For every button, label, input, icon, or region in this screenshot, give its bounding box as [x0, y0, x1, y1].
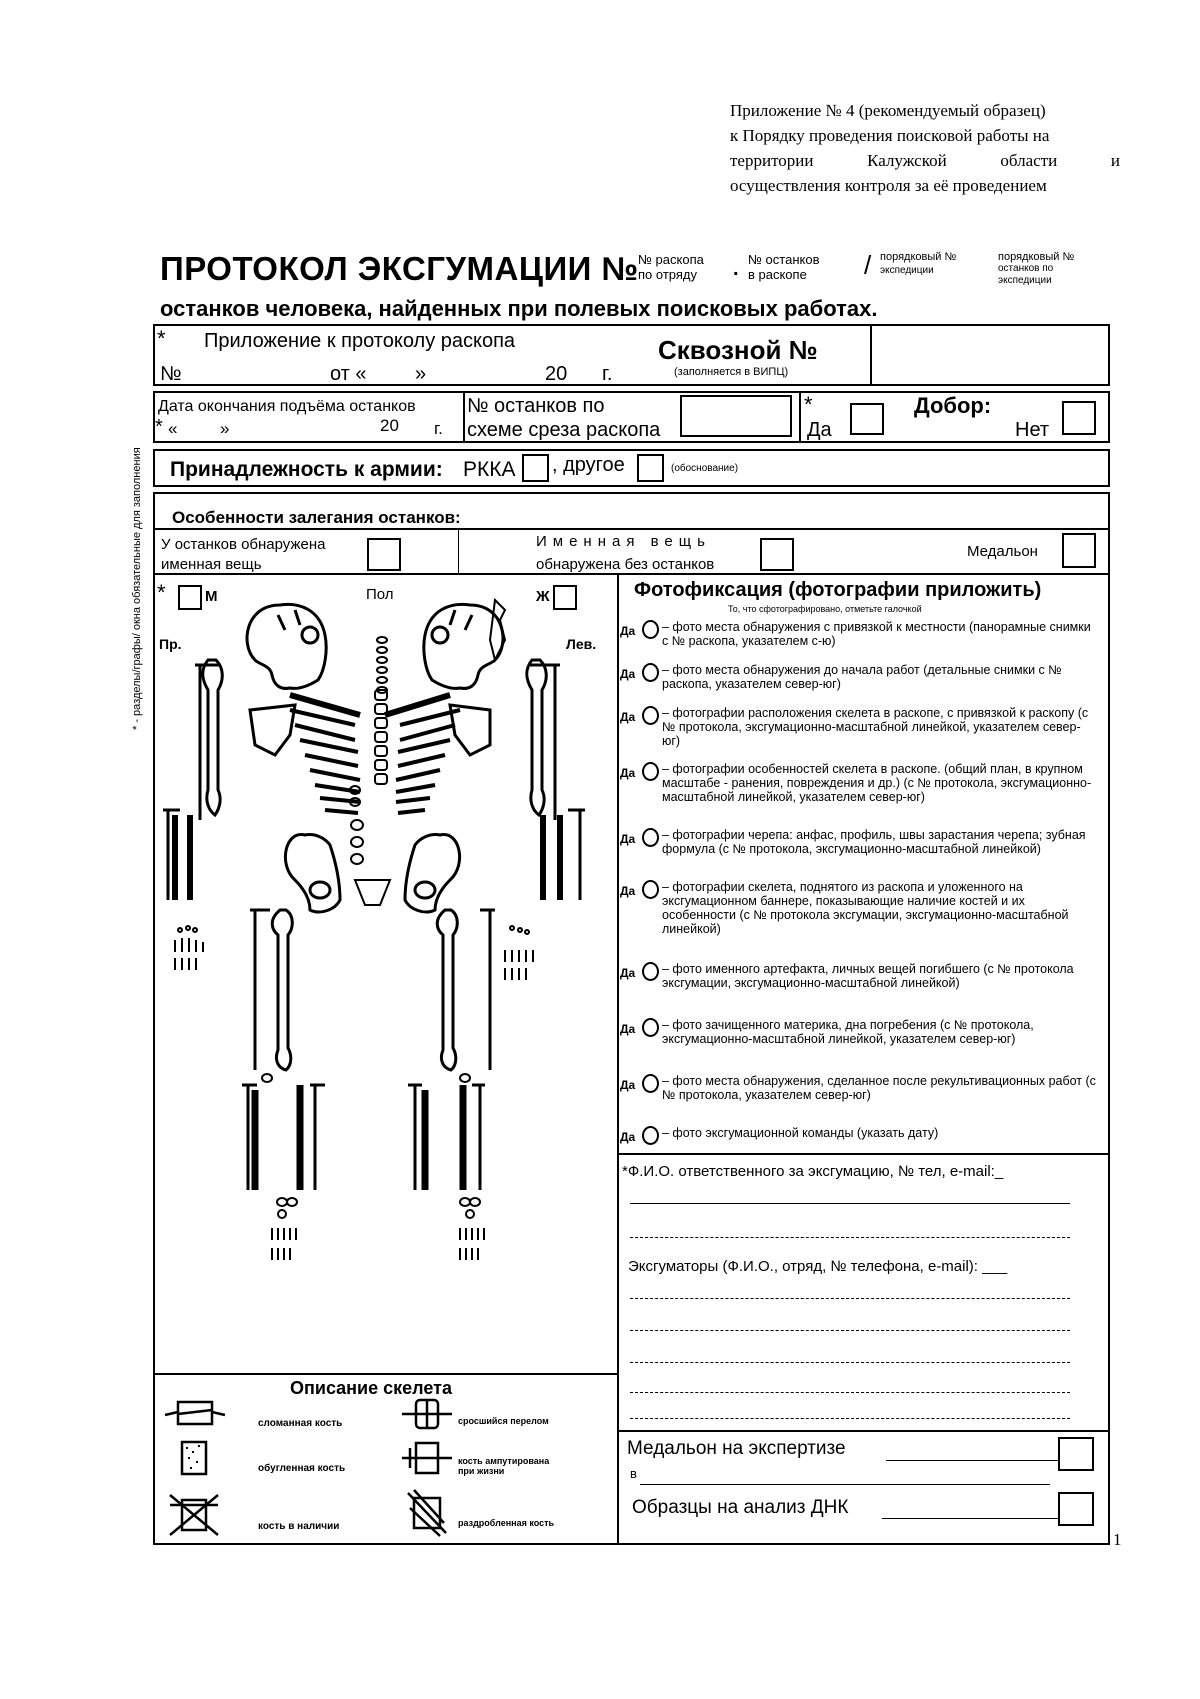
caption-line: № раскопа [638, 252, 704, 267]
legend-icons-right [400, 1398, 460, 1538]
year-prefix: 20 [380, 416, 399, 435]
number-label: № [160, 363, 182, 385]
photo-check-circle[interactable] [642, 620, 659, 639]
amputated-bone-label: кость ампутирована при жизни [458, 1456, 550, 1476]
expertise-location-label: в [630, 1466, 637, 1481]
yes-label: Да [620, 1022, 636, 1036]
exhumators-line[interactable] [630, 1330, 1070, 1331]
separator-dot: . [733, 258, 739, 280]
exhumators-label: Эксгуматоры (Ф.И.О., отряд, № телефона, e-mail): ___ [628, 1258, 1008, 1275]
exhumators-line[interactable] [630, 1418, 1070, 1419]
named-item-without-remains-checkbox[interactable] [760, 538, 794, 571]
skeleton-description-title: Описание скелета [290, 1378, 452, 1398]
photo-check-circle[interactable] [642, 1126, 659, 1145]
burial-features-label: Особенности залегания останков: [172, 508, 461, 527]
rkka-checkbox[interactable] [522, 454, 549, 482]
yes-label: Да [620, 1078, 636, 1092]
yes-label: Да [620, 667, 636, 681]
scheme-number-field[interactable] [680, 395, 792, 437]
dobor-yes-label: Да [807, 419, 832, 441]
dobor-yes-checkbox[interactable] [850, 403, 884, 435]
photo-item-text: – фотографии черепа: анфас, профиль, швы зарастания черепа; зубная формула (с № протокола, эксгумационно-масштабной линейкой) [662, 828, 1086, 856]
healed-fracture-icon [402, 1400, 452, 1428]
medallion-label: Медальон [967, 543, 1038, 560]
scapula-right [250, 705, 295, 755]
other-army-note: (обоснование) [671, 463, 739, 474]
forearm-right [175, 815, 190, 900]
divider [463, 391, 465, 443]
appendix-note [730, 98, 1120, 198]
humerus-left [527, 660, 547, 815]
required-star: * [804, 392, 813, 417]
expedition-no-caption [880, 251, 956, 277]
yes-label: Да [620, 966, 636, 980]
photo-check-circle[interactable] [642, 706, 659, 725]
appendix-line: территории Калужской области и [730, 151, 1120, 170]
pelvis-left [405, 835, 460, 912]
photo-check-circle[interactable] [642, 880, 659, 899]
medallion-expertise-label: Медальон на экспертизе [627, 1438, 846, 1459]
dna-samples-line[interactable] [882, 1518, 1058, 1519]
healed-fracture-label: сросшийся перелом [458, 1416, 549, 1426]
divider [617, 1153, 1110, 1155]
foot-right [272, 1198, 297, 1260]
shin-frame-left [408, 1085, 422, 1190]
date-close-quote: » [220, 419, 230, 438]
crushed-bone-icon [408, 1490, 446, 1536]
photo-check-circle[interactable] [642, 962, 659, 981]
scheme-number-label: схеме среза раскопа [467, 419, 661, 441]
date-open-quote: « [168, 419, 178, 438]
dobor-no-checkbox[interactable] [1062, 401, 1096, 435]
femur-frame-left [480, 910, 495, 1070]
charred-bone-icon [182, 1442, 206, 1474]
yes-label: Да [620, 832, 636, 846]
photo-item-text: – фото эксгумационной команды (указать дату) [662, 1126, 939, 1140]
scapula-side-left [490, 600, 505, 660]
caption-line: экспедиции [998, 275, 1052, 286]
photo-check-circle[interactable] [642, 828, 659, 847]
named-item-without-remains-label: Именная вещь [536, 533, 711, 550]
sex-female-label: Ж [536, 588, 550, 605]
caption-line: порядковый № [880, 251, 957, 263]
separator-slash: / [864, 250, 872, 280]
page-number: 1 [1113, 1530, 1122, 1549]
photo-item-text: – фото именного артефакта, личных вещей погибшего (с № протокола эксгумации, эксгумационно-масштабной линейкой) [662, 962, 1074, 990]
required-star: * [157, 326, 166, 351]
yes-label: Да [620, 884, 636, 898]
expertise-location-line[interactable] [640, 1484, 1050, 1485]
dobor-label: Добор: [914, 393, 992, 418]
photo-item-text: – фото места обнаружения с привязкой к местности (панорамные снимки с № раскопа, указателем с-ю) [662, 620, 1091, 648]
sacrum [355, 880, 390, 905]
photo-check-circle[interactable] [642, 663, 659, 682]
through-number-field[interactable] [870, 324, 1110, 386]
protocol-appendix-label: Приложение к протоколу раскопа [204, 330, 516, 352]
required-fields-note [128, 330, 148, 740]
photo-item-text: – фото места обнаружения, сделанное после рекультивационных работ (с № протокола, указателем север-юг) [662, 1074, 1096, 1102]
patella-left [460, 1074, 470, 1082]
exhumators-line[interactable] [630, 1298, 1070, 1299]
caption-line: в раскопе [748, 267, 807, 282]
appendix-line: осуществления контроля за её проведением [730, 176, 1047, 195]
remains-no-caption [748, 254, 819, 281]
named-item-with-remains-label: именная вещь [161, 556, 262, 573]
named-item-with-remains-checkbox[interactable] [367, 538, 401, 571]
year-suffix: г. [602, 363, 613, 385]
femur-right [272, 910, 292, 1070]
present-bone-label: кость в наличии [258, 1521, 340, 1532]
page-title: ПРОТОКОЛ ЭКСГУМАЦИИ № [160, 250, 639, 287]
ribs-right [290, 710, 360, 813]
caption-line: экспедиции [880, 265, 934, 276]
fibula-frame-right [310, 1085, 325, 1190]
expedition-remains-caption [998, 251, 1074, 287]
other-army-checkbox[interactable] [637, 454, 664, 482]
page-subtitle: останков человека, найденных при полевых поисковых работах. [160, 296, 878, 321]
appendix-line: Приложение № 4 (рекомендуемый образец) [730, 101, 1046, 120]
yes-label: Да [620, 766, 636, 780]
yes-label: Да [620, 1130, 636, 1144]
photo-fixation-title: Фотофиксация (фотографии приложить) [634, 579, 1042, 601]
exhumators-line[interactable] [630, 1362, 1070, 1363]
yes-label: Да [620, 624, 636, 638]
through-number-note: (заполняется в ВИПЦ) [674, 366, 789, 378]
dna-samples-label: Образцы на анализ ДНК [632, 1497, 849, 1518]
tibia-right [255, 1085, 300, 1190]
skull-right-profile [247, 604, 326, 688]
legend-icons-left [160, 1400, 230, 1540]
photo-item-text: – фотографии расположения скелета в раскопе, с привязкой к раскопу (с № протокола, эксгумационно-масштабной линейкой, указателем север-юг) [662, 706, 1089, 748]
broken-bone-label: сломанная кость [258, 1418, 343, 1429]
medallion-checkbox[interactable] [1062, 533, 1096, 568]
photo-item-text: – фотографии особенностей скелета в раскопе. (общий план, в крупном масштабе - ранения, повреждения и др.) (с № протокола, эксгумационно-масштабной линейкой, указателем север-юг) [662, 762, 1092, 804]
medallion-expertise-checkbox[interactable] [1058, 1437, 1094, 1471]
amputated-bone-icon [402, 1443, 452, 1473]
photo-fixation-note: То, что сфотографировано, отметьте галочкой [728, 604, 922, 614]
photo-item-text: – фотографии скелета, поднятого из раскопа и уложенного на эксгумационном баннере, показывающие наличие костей и их особенности (с № протокола эксгумации, эксгумационно-масштабной линейкой) [662, 880, 1069, 936]
humerus-right [203, 660, 223, 815]
dig-no-caption [638, 254, 704, 281]
skeleton-diagram[interactable] [160, 580, 615, 1370]
through-number-label: Сквозной № [658, 335, 818, 365]
rkka-label: РККА [463, 458, 516, 481]
divider [617, 1430, 1110, 1432]
responsible-person-label: *Ф.И.О. ответственного за эксгумацию, № тел, e-mail:_ [622, 1163, 1004, 1180]
patella-right [262, 1074, 272, 1082]
foot-left [460, 1198, 484, 1260]
caption-line: № останков [748, 252, 820, 267]
charred-bone-label: обугленная кость [258, 1463, 346, 1474]
caption-line: останков по [998, 263, 1054, 274]
army-label: Принадлежность к армии: [170, 458, 443, 481]
required-star: * [157, 580, 166, 605]
sternum [375, 690, 387, 784]
named-item-without-remains-label: обнаружена без останков [536, 556, 715, 573]
required-star: * [155, 416, 163, 438]
vertical-divider [617, 575, 619, 1545]
fibula-frame-left [472, 1085, 485, 1190]
yes-label: Да [620, 710, 636, 724]
named-item-with-remains-label: У останков обнаружена [161, 536, 326, 553]
responsible-person-line[interactable] [630, 1203, 1070, 1204]
date-close-quote: » [415, 363, 427, 385]
spine [350, 786, 363, 864]
year-prefix: 20 [545, 363, 568, 385]
scheme-number-label: № останков по [467, 395, 605, 417]
photo-check-circle[interactable] [642, 1074, 659, 1093]
divider [799, 391, 801, 443]
left-side-label: Лев. [566, 636, 597, 652]
dobor-no-label: Нет [1015, 419, 1050, 441]
obturator-right [310, 882, 330, 898]
femur-left [437, 910, 457, 1070]
photo-item-text: – фото места обнаружения до начала работ (детальные снимки с № раскопа, указателем север-юг) [662, 663, 1062, 691]
photo-check-circle[interactable] [642, 1018, 659, 1037]
clavicle-left [385, 695, 450, 715]
broken-bone-icon [165, 1402, 225, 1424]
hand-right [175, 926, 203, 970]
year-suffix: г. [434, 419, 443, 438]
crushed-bone-label: раздробленная кость [458, 1518, 555, 1528]
exhumators-line[interactable] [630, 1392, 1070, 1393]
responsible-person-line[interactable] [630, 1237, 1070, 1238]
dna-samples-checkbox[interactable] [1058, 1492, 1094, 1526]
tibia-left [425, 1085, 463, 1190]
present-bone-icon [170, 1495, 218, 1535]
pelvis-right [285, 835, 340, 912]
other-army-label: , другое [552, 454, 625, 476]
forearm-frame-left [568, 810, 585, 900]
side-note-text: * - разделы/графы/ окна обязательные для заполнения [131, 447, 143, 730]
cervical-vertebrae [377, 637, 387, 693]
hand-left [505, 926, 533, 980]
divider [458, 530, 459, 575]
photo-item-text: – фото зачищенного материка, дна погребения (с № протокола, эксгумационно-масштабной линейкой, указателем север-юг) [662, 1018, 1034, 1046]
lift-date-label: Дата окончания подъёма останков [158, 398, 416, 415]
date-from-label: от « [330, 363, 367, 385]
appendix-line: к Порядку проведения поисковой работы на [730, 126, 1050, 145]
caption-line: по отряду [638, 267, 697, 282]
caption-line: порядковый № [998, 251, 1075, 263]
sex-label: Пол [366, 586, 394, 603]
medallion-expertise-line[interactable] [886, 1460, 1058, 1461]
femur-frame-right [250, 910, 270, 1070]
forearm-left [543, 815, 560, 900]
ribs-left [396, 710, 460, 813]
divider [153, 1373, 618, 1375]
photo-check-circle[interactable] [642, 762, 659, 781]
right-side-label: Пр. [159, 636, 182, 652]
sex-male-label: М [205, 588, 218, 605]
obturator-left [415, 882, 435, 898]
